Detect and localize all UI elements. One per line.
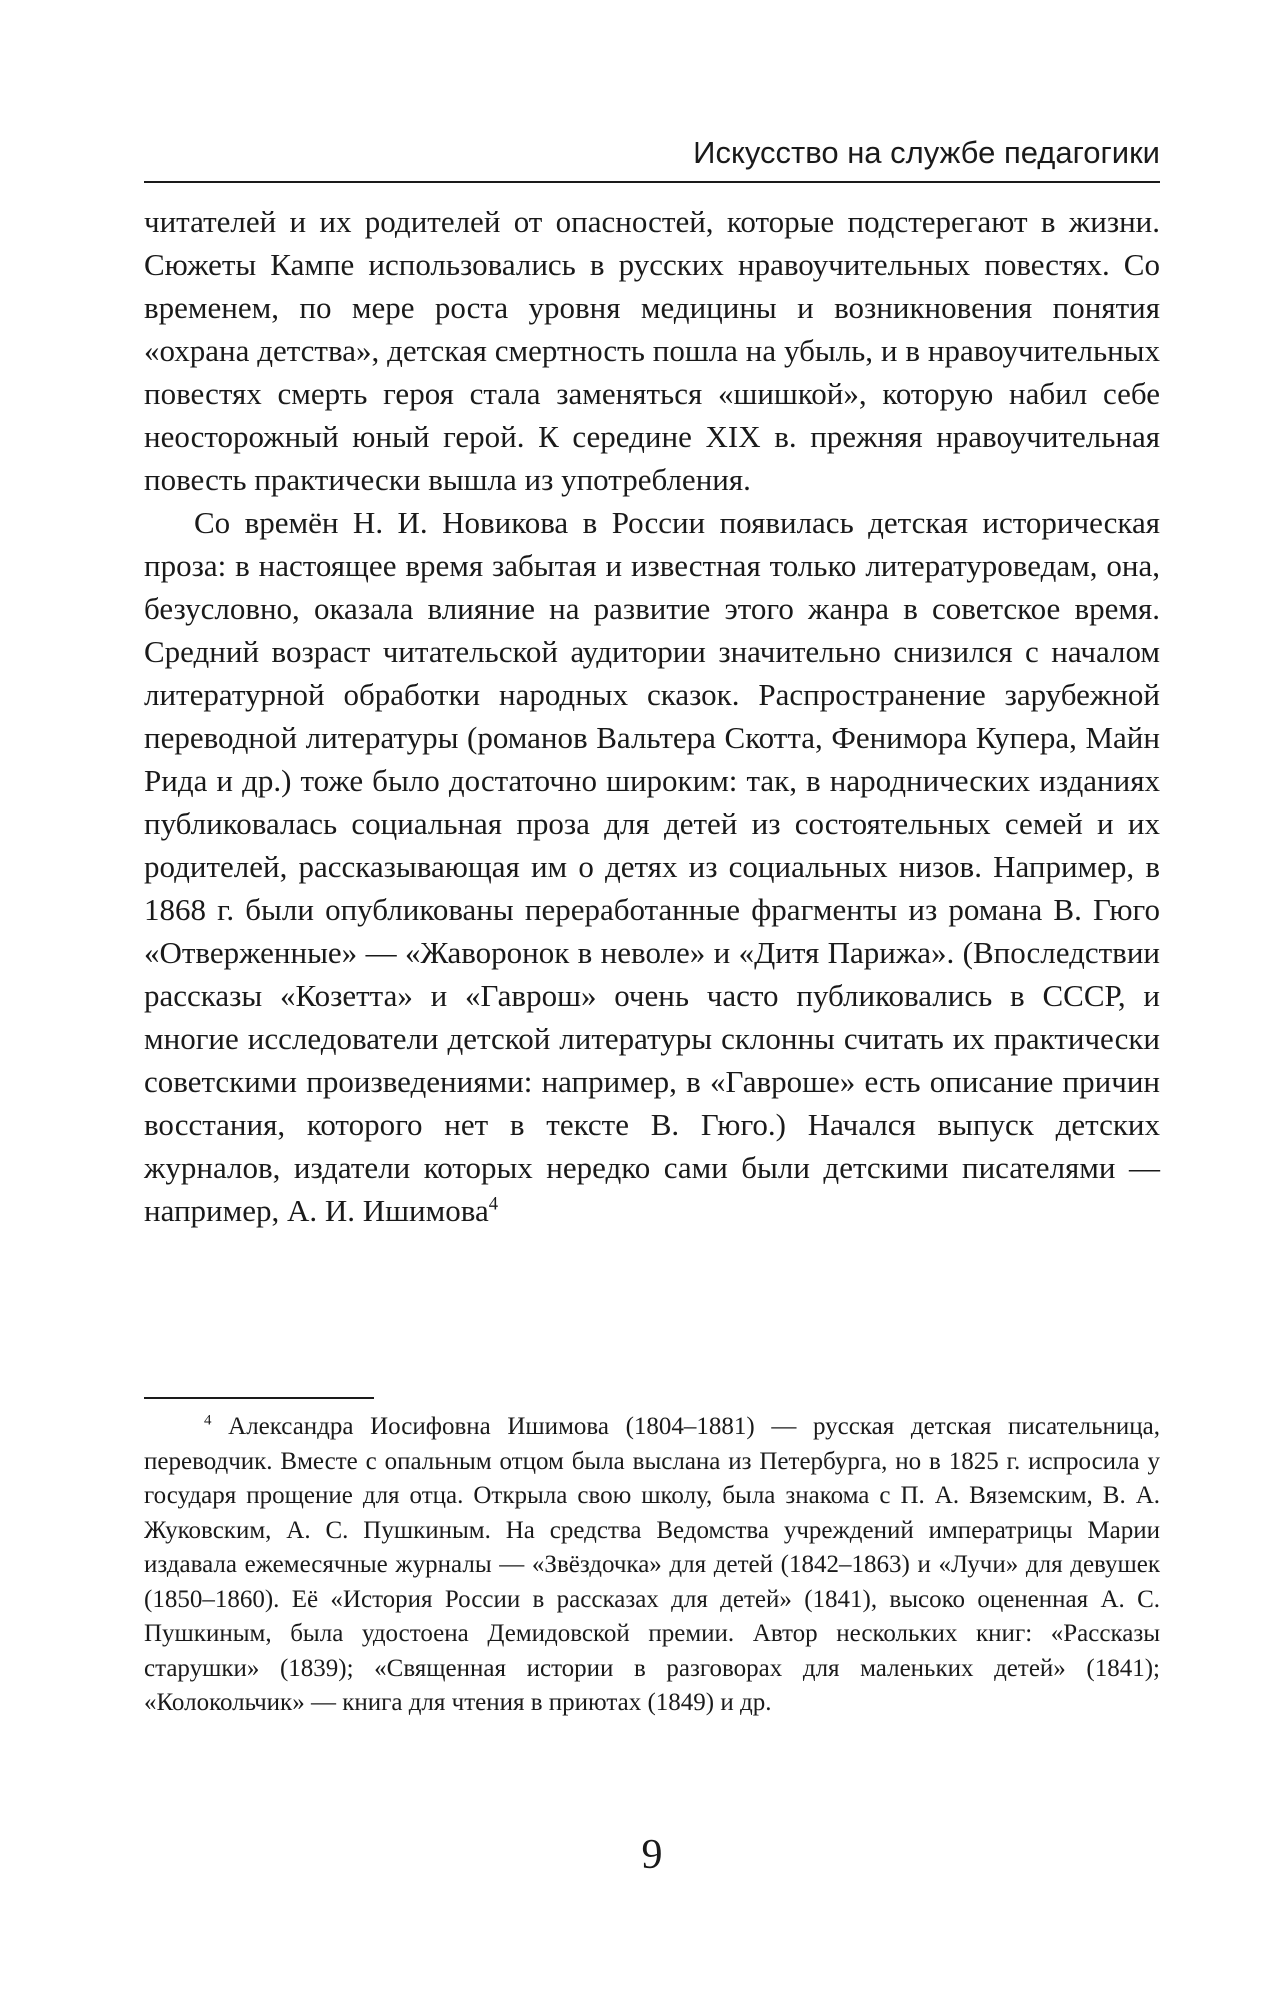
main-text bbox=[144, 200, 1160, 1232]
footnote-marker: 4 bbox=[204, 1412, 212, 1429]
footnote bbox=[144, 1410, 1160, 1721]
paragraph bbox=[144, 501, 1160, 1232]
paragraph-text: Со времён Н. И. Новикова в России появилась детская историческая проза: в настоящее время забытая и известная только литературоведам, она, безусловно, оказала влияние на развитие этого жанра в советское время. Средний возраст читательской аудитории значительно снизился с началом литературной обработки народных сказок. Распространение зарубежной переводной литературы (романов Вальтера Скотта, Фенимора Купера, Майн Рида и др.) тоже было достаточно широким: так, в народнических изданиях публиковалась социальная проза для детей из состоятельных семей и их родителей, рассказывающая им о детях из социальных низов. Например, в 1868 г. были опубликованы переработанные фрагменты из романа В. Гюго «Отверженные» — «Жаворонок в неволе» и «Дитя Парижа». (Впоследствии рассказы «Козетта» и «Гаврош» очень часто публиковались в СССР, и многие исследователи детской литературы склонны считать их практически советскими произведениями: например, в «Гавроше» есть описание причин восстания, которого нет в тексте В. Гюго.) Начался выпуск детских журналов, издатели которых нередко сами были детскими писателями — например, А. И. Ишимова bbox=[144, 505, 1160, 1228]
page-number: 9 bbox=[641, 1832, 663, 1878]
footnote-reference: 4 bbox=[488, 1193, 499, 1215]
paragraph-continued: читателей и их родителей от опасностей, которые подстерегают в жизни. Сюжеты Кампе использовались в русских нравоучительных повестях. Со временем, по мере роста уровня медицины и возникновения понятия «охрана детства», детская смертность пошла на убыль, и в нравоучительных повестях смерть героя стала заменяться «шишкой», которую набил себе неосторожный юный герой. К середине XIX в. прежняя нравоучительная повесть практически вышла из употребления. bbox=[144, 204, 1160, 497]
footnote-text: Александра Иосифовна Ишимова (1804–1881) — русская детская писательница, переводчик. Вместе с опальным отцом была выслана из Петербурга, но в 1825 г. испросила у государя прощение для отца. Открыла свою школу, была знакома с П. А. Вяземским, В. А. Жуковским, А. С. Пушкиным. На средства Ведомства учреждений императрицы Марии издавала ежемесячные журналы — «Звёздочка» для детей (1842–1863) и «Лучи» для девушек (1850–1860). Её «История России в рассказах для детей» (1841), высоко оцененная А. С. Пушкиным, была удостоена Демидовской премии. Автор нескольких книг: «Рассказы старушки» (1839); «Священная истории в разговорах для маленьких детей» (1841); «Колокольчик» — книга для чтения в приютах (1849) и др. bbox=[144, 1413, 1161, 1716]
header-rule bbox=[144, 181, 1160, 183]
running-head: Искусство на службе педагогики bbox=[693, 135, 1160, 170]
footnote-rule bbox=[144, 1397, 374, 1399]
